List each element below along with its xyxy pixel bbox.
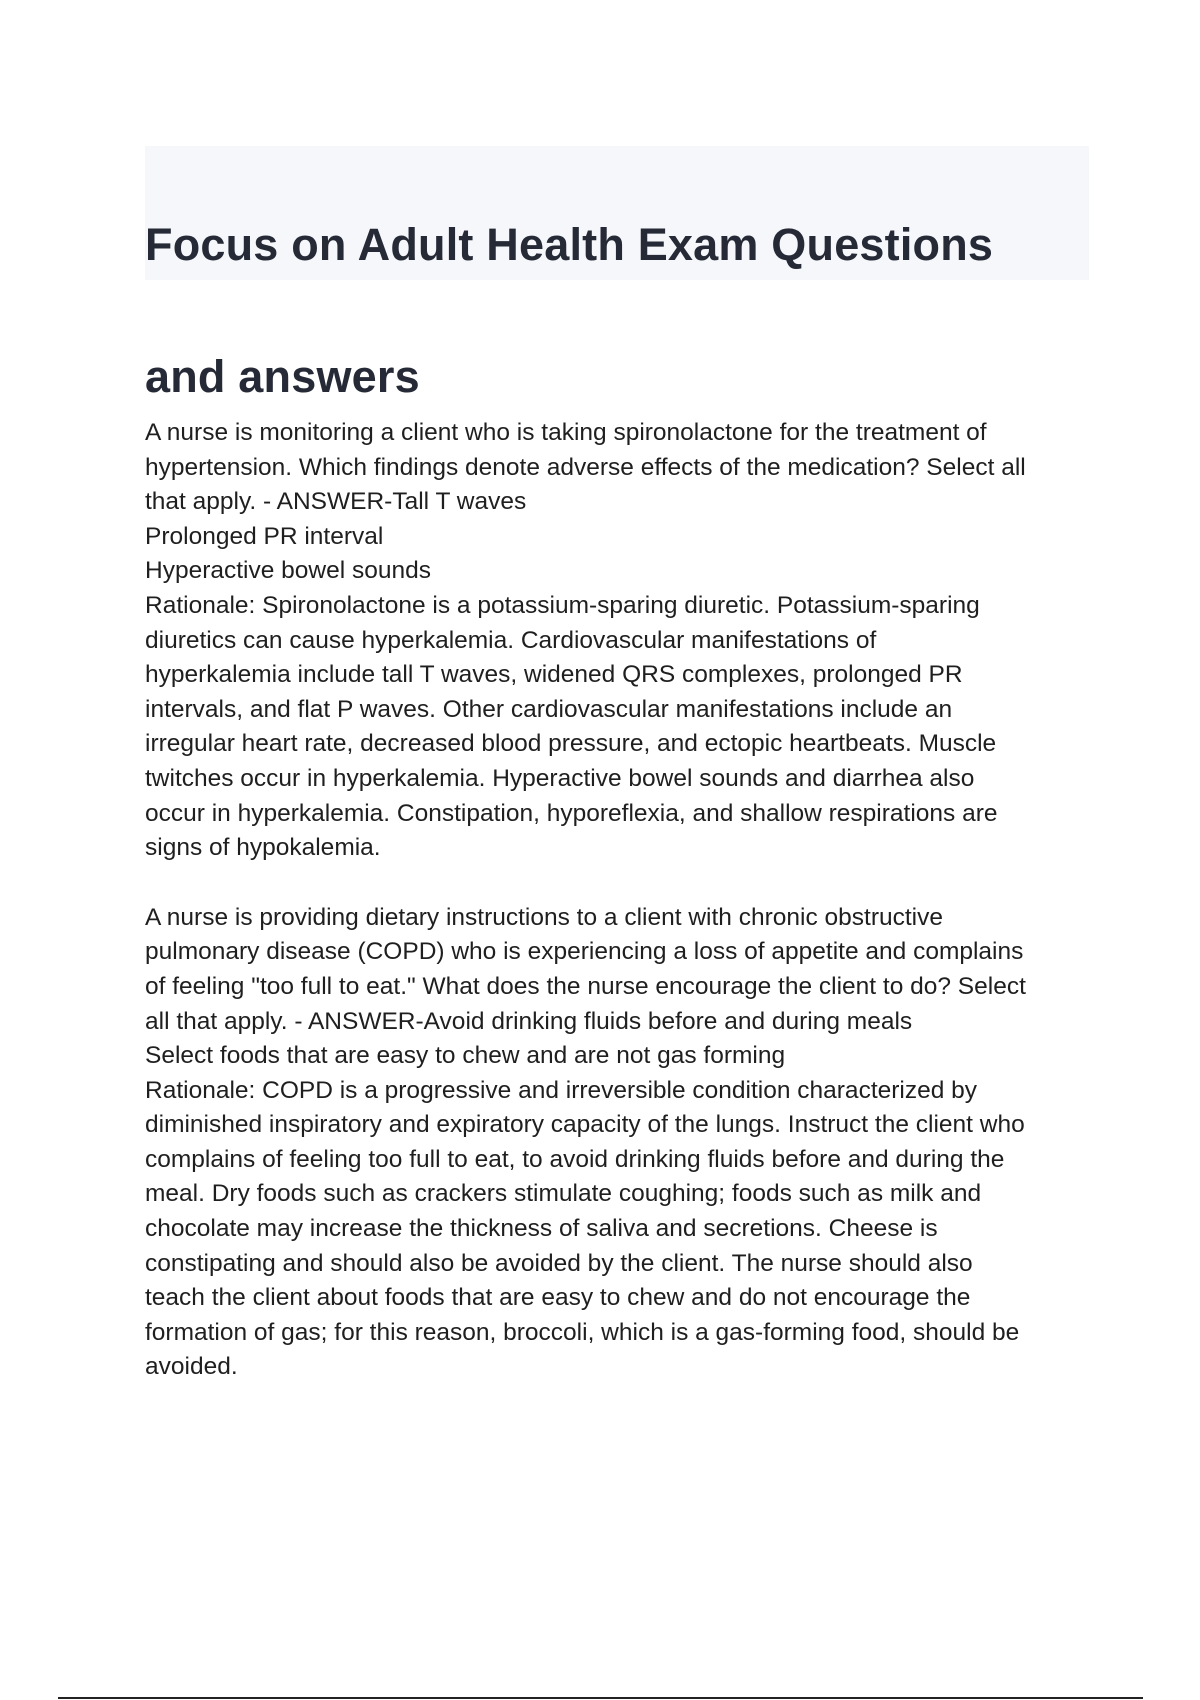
text-line: Select foods that are easy to chew and are not gas forming [145,1042,786,1070]
text-line: signs of hypokalemia. [145,834,381,862]
text-line: pulmonary disease (COPD) who is experiencing a loss of appetite and complains [145,938,1024,966]
text-line: all that apply. - ANSWER-Avoid drinking fluids before and during meals [145,1007,913,1035]
qa-content [145,416,1095,1420]
text-line: Prolonged PR interval [145,522,384,550]
title-banner [145,146,1089,402]
text-line: diminished inspiratory and expiratory capacity of the lungs. Instruct the client who [145,1111,1025,1139]
text-line: teach the client about foods that are easy to chew and do not encourage the [145,1284,971,1312]
text-line: occur in hyperkalemia. Constipation, hyporeflexia, and shallow respirations are [145,799,998,827]
text-line: that apply. - ANSWER-Tall T waves [145,488,527,516]
text-line: meal. Dry foods such as crackers stimulate coughing; foods such as milk and [145,1180,982,1208]
text-line: formation of gas; for this reason, broccoli, which is a gas-forming food, should be [145,1318,1020,1346]
text-line: constipating and should also be avoided by the client. The nurse should also [145,1249,973,1277]
text-line: Hyperactive bowel sounds [145,557,431,585]
text-line: diuretics can cause hyperkalemia. Cardiovascular manifestations of [145,626,877,654]
title-line: Focus on Adult Health Exam Questions [145,219,994,270]
text-line: Rationale: Spironolactone is a potassium-sparing diuretic. Potassium-sparing [145,591,980,619]
text-line: chocolate may increase the thickness of saliva and secretions. Cheese is [145,1215,938,1243]
text-line: hyperkalemia include tall T waves, widened QRS complexes, prolonged PR [145,661,963,689]
text-line: intervals, and flat P waves. Other cardiovascular manifestations include an [145,695,953,723]
text-line: irregular heart rate, decreased blood pressure, and ectopic heartbeats. Muscle [145,730,997,758]
title-line: and answers [145,351,420,402]
text-line: Rationale: COPD is a progressive and irreversible condition characterized by [145,1076,978,1104]
qa-item-spironolactone [145,416,1095,866]
text-line: twitches occur in hyperkalemia. Hyperactive bowel sounds and diarrhea also [145,764,975,792]
text-line: A nurse is providing dietary instructions to a client with chronic obstructive [145,903,943,931]
qa-item-copd [145,901,1095,1385]
text-line: A nurse is monitoring a client who is taking spironolactone for the treatment of [145,419,987,446]
text-line: of feeling "too full to eat." What does the nurse encourage the client to do? Select [145,972,1026,1000]
text-line: complains of feeling too full to eat, to avoid drinking fluids before and during the [145,1145,1005,1173]
text-line: hypertension. Which findings denote adverse effects of the medication? Select all [145,453,1026,481]
footer-divider [58,1697,1143,1699]
text-line: avoided. [145,1353,238,1381]
page-title [145,146,1089,410]
